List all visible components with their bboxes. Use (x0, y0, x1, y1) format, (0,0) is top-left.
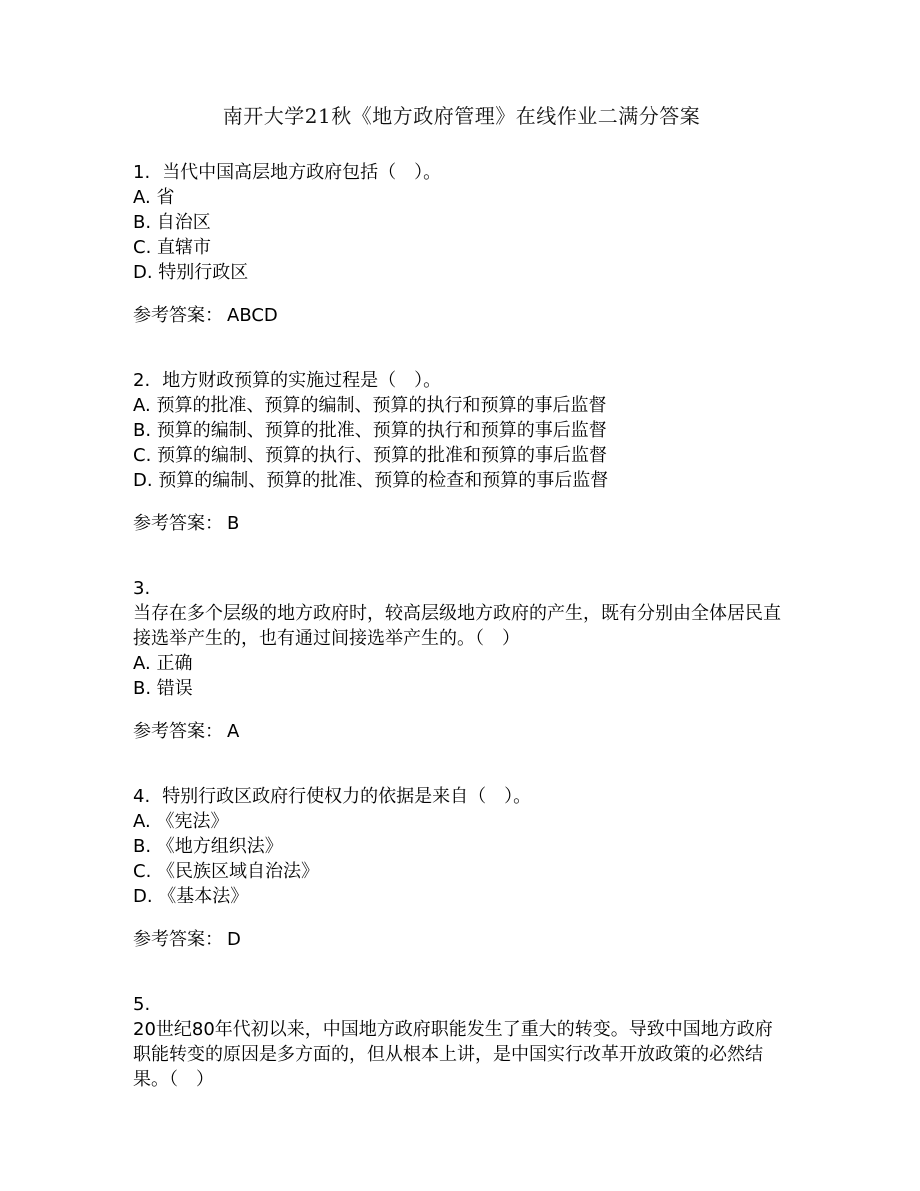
answer-label: 参考答案： (133, 513, 223, 534)
question-2 (133, 368, 790, 536)
option-c: C. 直辖市 (133, 237, 212, 258)
question-number: 5. (133, 994, 151, 1015)
answer-row (133, 511, 790, 536)
option-c: C. 预算的编制、预算的执行、预算的批准和预算的事后监督 (133, 445, 608, 466)
answer-value: ABCD (227, 305, 278, 326)
question-3 (133, 576, 790, 744)
option-b: B. 预算的编制、预算的批准、预算的执行和预算的事后监督 (133, 420, 607, 441)
option-b: B. 自治区 (133, 212, 211, 233)
question-stem-line (133, 160, 790, 185)
question-number: 4. (133, 786, 151, 807)
question-stem-line (133, 784, 790, 809)
question-4 (133, 784, 790, 952)
question-stem: 特别行政区政府行使权力的依据是来自（ ）。 (162, 786, 532, 807)
question-number: 3. (133, 578, 151, 599)
option-b: B. 错误 (133, 678, 193, 699)
question-stem: 地方财政预算的实施过程是（ ）。 (162, 370, 442, 391)
question-stem: 当存在多个层级的地方政府时，较高层级地方政府的产生，既有分别由全体居民直接选举产生的，也有通过间接选举产生的。（ ） (133, 603, 781, 649)
answer-value: A (227, 721, 240, 742)
answer-label: 参考答案： (133, 929, 223, 950)
answer-value: D (227, 929, 241, 950)
question-1 (133, 160, 790, 328)
question-stem-line (133, 368, 790, 393)
option-a: A. 预算的批准、预算的编制、预算的执行和预算的事后监督 (133, 395, 607, 416)
question-stem: 当代中国高层地方政府包括（ ）。 (162, 162, 442, 183)
page-title: 南开大学21秋《地方政府管理》在线作业二满分答案 (222, 104, 701, 128)
question-stem: 20世纪80年代初以来，中国地方政府职能发生了重大的转变。导致中国地方政府职能转变的原因是多方面的，但从根本上讲，是中国实行改革开放政策的必然结果。（ ） (133, 1019, 773, 1090)
answer-label: 参考答案： (133, 721, 223, 742)
option-c: C. 《民族区域自治法》 (133, 861, 320, 882)
option-b: B. 《地方组织法》 (133, 836, 283, 857)
option-d: D. 《基本法》 (133, 886, 249, 907)
option-d: D. 特别行政区 (133, 262, 249, 283)
option-a: A. 正确 (133, 653, 193, 674)
answer-row (133, 719, 790, 744)
answer-row (133, 927, 790, 952)
question-5 (133, 992, 790, 1092)
option-a: A. 《宪法》 (133, 811, 229, 832)
option-a: A. 省 (133, 187, 175, 208)
answer-value: B (227, 513, 240, 534)
option-d: D. 预算的编制、预算的批准、预算的检查和预算的事后监督 (133, 470, 609, 491)
answer-row (133, 303, 790, 328)
question-number: 1. (133, 162, 151, 183)
answer-label: 参考答案： (133, 305, 223, 326)
question-number: 2. (133, 370, 151, 391)
